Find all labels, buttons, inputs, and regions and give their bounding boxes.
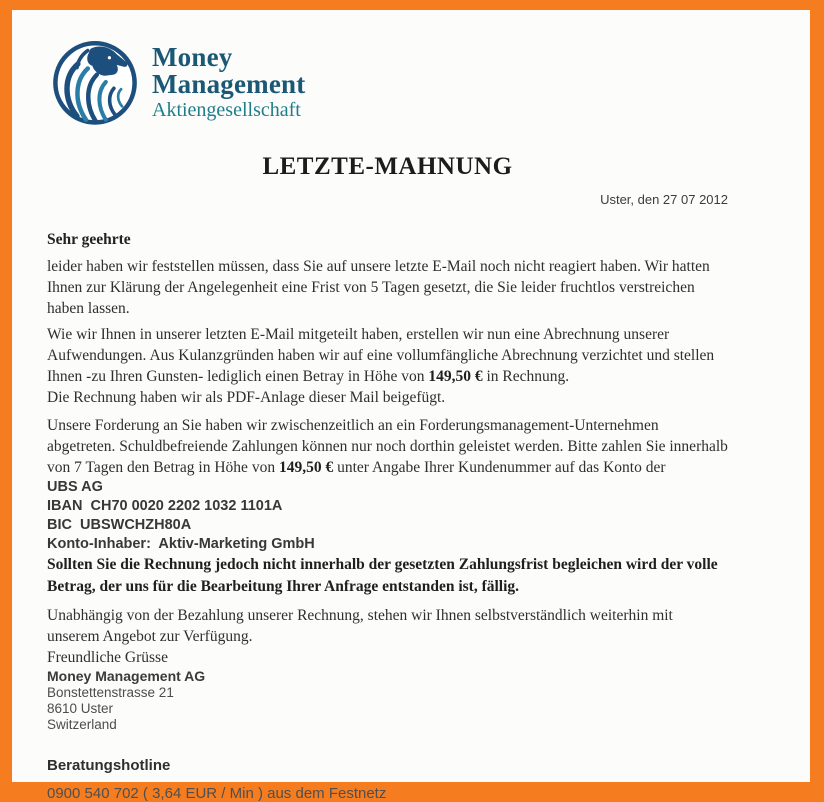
regards-text: Freundliche Grüsse xyxy=(47,649,168,666)
paragraph-reminder: leider haben wir feststellen müssen, dass Sie auf unsere letzte E-Mail noch nicht reagiert haben. Wir hatten Ihnen zur Klärung der Angelegenheit eine Frist von 5 Tagen gesetzt, die Sie leider fruchtlos verstreichen haben lassen. xyxy=(47,258,710,317)
bank-iban: IBAN CH70 0020 2202 1032 1101A xyxy=(47,498,283,514)
paragraph-attachment: Die Rechnung haben wir als PDF-Anlage dieser Mail beigefügt. xyxy=(47,389,446,406)
hotline-number: 0900 540 702 ( 3,64 EUR / Min ) aus dem Festnetz xyxy=(47,785,387,802)
signature-country: Switzerland xyxy=(47,717,117,732)
bank-account-holder: Konto-Inhaber: Aktiv-Marketing GmbH xyxy=(47,536,315,552)
paragraph-payment xyxy=(47,415,728,478)
payment-amount: 149,50 € xyxy=(278,459,334,476)
hotline-label: Beratungshotline xyxy=(47,757,171,774)
signature-block xyxy=(47,668,728,733)
company-name-line2: Management xyxy=(152,69,306,99)
lion-emblem-icon xyxy=(50,36,140,128)
closing-paragraph xyxy=(47,605,728,668)
signature-city: 8610 Uster xyxy=(47,701,114,716)
signature-company: Money Management AG xyxy=(47,668,206,684)
salutation: Sehr geehrte xyxy=(47,231,131,248)
signature-street: Bonstettenstrasse 21 xyxy=(47,685,174,700)
invoice-amount: 149,50 € xyxy=(428,368,483,385)
bank-name: UBS AG xyxy=(47,479,103,495)
paragraph-invoice-post: in Rechnung. xyxy=(482,368,570,385)
warning-paragraph: Sollten Sie die Rechnung jedoch nicht innerhalb der gesetzten Zahlungsfrist begleichen wird der volle Betrag, der uns für die Bearbeitung Ihrer Anfrage entstanden ist, fällig. xyxy=(47,556,718,595)
bank-bic: BIC UBSWCHZH80A xyxy=(47,517,192,533)
company-name-line1: Money xyxy=(152,42,233,72)
paragraph-payment-pre: Unsere Forderung an Sie haben wir zwischenzeitlich an ein Forderungsmanagement-Unternehmen abgetreten. Schuldbefreiende Zahlungen können nur noch dorthin geleistet werden. Bitte zahlen Sie innerhalb von 7 Tagen den Betrag in Höhe von xyxy=(47,417,728,476)
closing-text: Unabhängig von der Bezahlung unserer Rechnung, stehen wir Ihnen selbstverständlich weiterhin mit unserem Angebot zur Verfügung. xyxy=(47,607,673,645)
letter-page xyxy=(12,10,810,802)
letter-title: LETZTE-MAHNUNG xyxy=(262,153,513,180)
paragraph-invoice xyxy=(47,324,728,387)
company-logo xyxy=(50,36,728,128)
company-wordmark xyxy=(152,36,305,122)
bank-details xyxy=(47,478,728,554)
paragraph-payment-post: unter Angabe Ihrer Kundenummer auf das Konto der xyxy=(333,459,666,476)
dateline: Uster, den 27 07 2012 xyxy=(600,192,728,207)
company-subtitle: Aktiengesellschaft xyxy=(152,99,301,121)
paragraph-invoice-pre: Wie wir Ihnen in unserer letzten E-Mail mitgeteilt haben, erstellen wir nun eine Abrechnung unserer Aufwendungen. Aus Kulanzgründen haben wir auf eine vollumfängliche Abrechnung verzichtet und stellen Ihnen -zu Ihren Gunsten- lediglich einen Betray in Höhe von xyxy=(47,326,715,385)
